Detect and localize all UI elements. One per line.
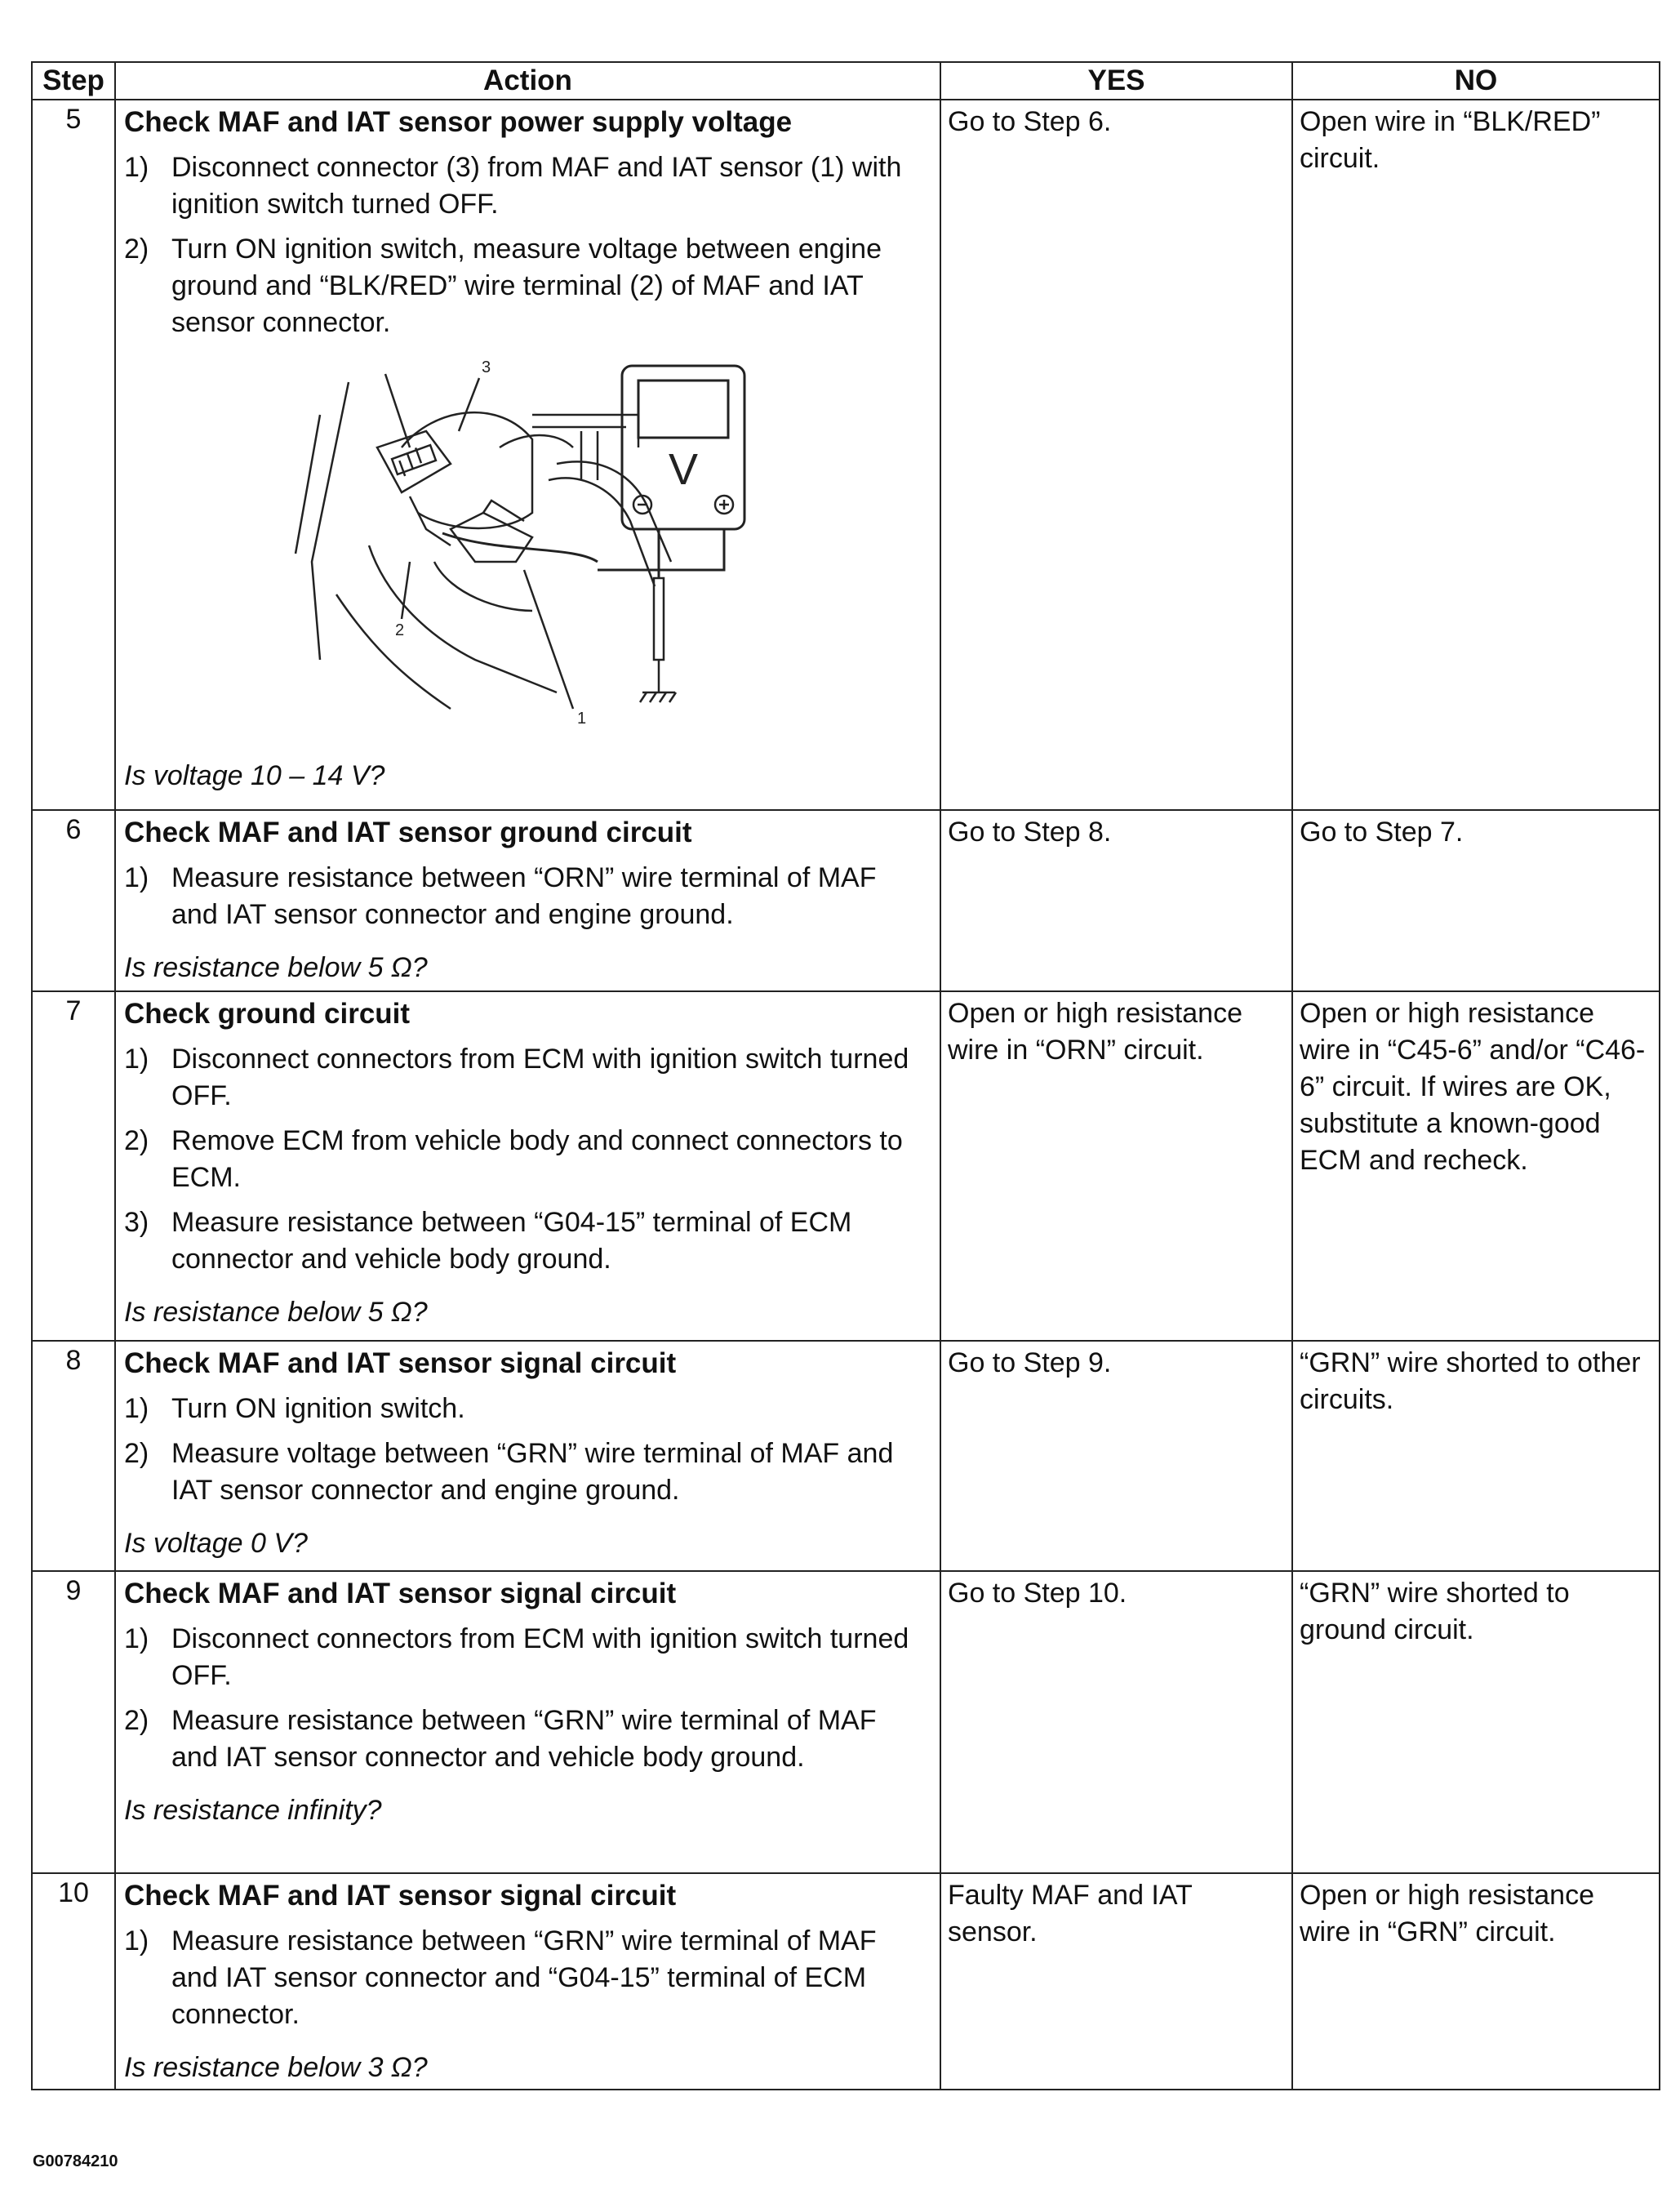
list-item: 1) Disconnect connectors from ECM with ignition switch turned OFF. bbox=[124, 1044, 909, 1111]
no-result: “GRN” wire shorted to other circuits. bbox=[1292, 1341, 1660, 1571]
yes-result: Go to Step 9. bbox=[940, 1341, 1292, 1571]
header-action: Action bbox=[115, 62, 940, 100]
check-question: Is voltage 0 V? bbox=[124, 1528, 308, 1559]
yes-result: Go to Step 10. bbox=[940, 1571, 1292, 1873]
list-item: 1) Turn ON ignition switch. bbox=[124, 1393, 465, 1424]
callout-3: 3 bbox=[482, 358, 491, 376]
list-item: 2) Measure resistance between “GRN” wire terminal of MAF and IAT sensor connector and vehicle body ground. bbox=[124, 1705, 877, 1773]
no-result: “GRN” wire shorted to ground circuit. bbox=[1292, 1571, 1660, 1873]
step-number: 9 bbox=[32, 1571, 115, 1873]
table-row bbox=[32, 100, 1660, 810]
step-title: Check ground circuit bbox=[124, 998, 411, 1030]
no-result: Open wire in “BLK/RED” circuit. bbox=[1292, 100, 1660, 810]
step-title: Check MAF and IAT sensor signal circuit bbox=[124, 1578, 677, 1609]
step-number: 7 bbox=[32, 991, 115, 1341]
action-cell bbox=[115, 100, 940, 810]
header-yes: YES bbox=[940, 62, 1292, 100]
action-cell bbox=[115, 1341, 940, 1571]
list-item: 1) Measure resistance between “ORN” wire terminal of MAF and IAT sensor connector and engine ground. bbox=[124, 862, 877, 930]
no-result: Open or high resistance wire in “GRN” circuit. bbox=[1292, 1873, 1660, 2090]
document-code: G00784210 bbox=[33, 2152, 118, 2170]
action-list bbox=[124, 1041, 930, 1278]
step-title: Check MAF and IAT sensor signal circuit bbox=[124, 1880, 677, 1912]
list-item: 3) Measure resistance between “G04-15” terminal of ECM connector and vehicle body ground. bbox=[124, 1207, 852, 1275]
check-question: Is resistance infinity? bbox=[124, 1795, 382, 1826]
check-question: Is resistance below 5 Ω? bbox=[124, 1297, 428, 1328]
check-question: Is resistance below 5 Ω? bbox=[124, 952, 428, 983]
check-question: Is voltage 10 – 14 V? bbox=[124, 760, 385, 791]
table-row bbox=[32, 810, 1660, 991]
step-title: Check MAF and IAT sensor power supply voltage bbox=[124, 106, 793, 138]
troubleshooting-table bbox=[31, 61, 1660, 2090]
yes-result: Faulty MAF and IAT sensor. bbox=[940, 1873, 1292, 2090]
list-item: 1) Measure resistance between “GRN” wire terminal of MAF and IAT sensor connector and “G04-15” terminal of ECM connector. bbox=[124, 1925, 877, 2030]
header-row bbox=[32, 62, 1660, 100]
no-result: Go to Step 7. bbox=[1292, 810, 1660, 991]
table-row bbox=[32, 991, 1660, 1341]
action-cell bbox=[115, 1873, 940, 2090]
callout-1: 1 bbox=[577, 710, 587, 728]
no-result: Open or high resistance wire in “C45-6” and/or “C46-6” circuit. If wires are OK, substitute a known-good ECM and recheck. bbox=[1292, 991, 1660, 1341]
list-item: 2) Measure voltage between “GRN” wire terminal of MAF and IAT sensor connector and engine ground. bbox=[124, 1438, 894, 1506]
action-list bbox=[124, 149, 930, 341]
table-row bbox=[32, 1873, 1660, 2090]
action-list bbox=[124, 1391, 930, 1509]
step-title: Check MAF and IAT sensor signal circuit bbox=[124, 1347, 677, 1379]
step-number: 5 bbox=[32, 100, 115, 810]
action-cell bbox=[115, 1571, 940, 1873]
action-cell bbox=[115, 810, 940, 991]
action-cell bbox=[115, 991, 940, 1341]
step-number: 8 bbox=[32, 1341, 115, 1571]
list-item: 1) Disconnect connector (3) from MAF and IAT sensor (1) with ignition switch turned OFF. bbox=[124, 152, 902, 220]
list-item: 1) Disconnect connectors from ECM with ignition switch turned OFF. bbox=[124, 1623, 909, 1691]
header-no: NO bbox=[1292, 62, 1660, 100]
callout-2: 2 bbox=[395, 621, 405, 639]
step-number: 6 bbox=[32, 810, 115, 991]
table-row bbox=[32, 1341, 1660, 1571]
action-list bbox=[124, 1621, 930, 1776]
voltmeter-symbol: V bbox=[668, 445, 699, 494]
check-question: Is resistance below 3 Ω? bbox=[124, 2052, 428, 2083]
header-step: Step bbox=[32, 62, 115, 100]
action-list bbox=[124, 860, 930, 933]
table-row bbox=[32, 1571, 1660, 1873]
step-number: 10 bbox=[32, 1873, 115, 2090]
action-list bbox=[124, 1923, 930, 2033]
troubleshooting-document bbox=[31, 61, 1659, 2090]
yes-result: Go to Step 8. bbox=[940, 810, 1292, 991]
list-item: 2) Remove ECM from vehicle body and connect connectors to ECM. bbox=[124, 1125, 903, 1193]
yes-result: Go to Step 6. bbox=[940, 100, 1292, 810]
list-item: 2) Turn ON ignition switch, measure voltage between engine ground and “BLK/RED” wire terminal (2) of MAF and IAT sensor connector. bbox=[124, 234, 882, 338]
step-title: Check MAF and IAT sensor ground circuit bbox=[124, 817, 692, 848]
yes-result: Open or high resistance wire in “ORN” circuit. bbox=[940, 991, 1292, 1341]
maf-iat-sensor-voltage-diagram bbox=[287, 349, 777, 741]
